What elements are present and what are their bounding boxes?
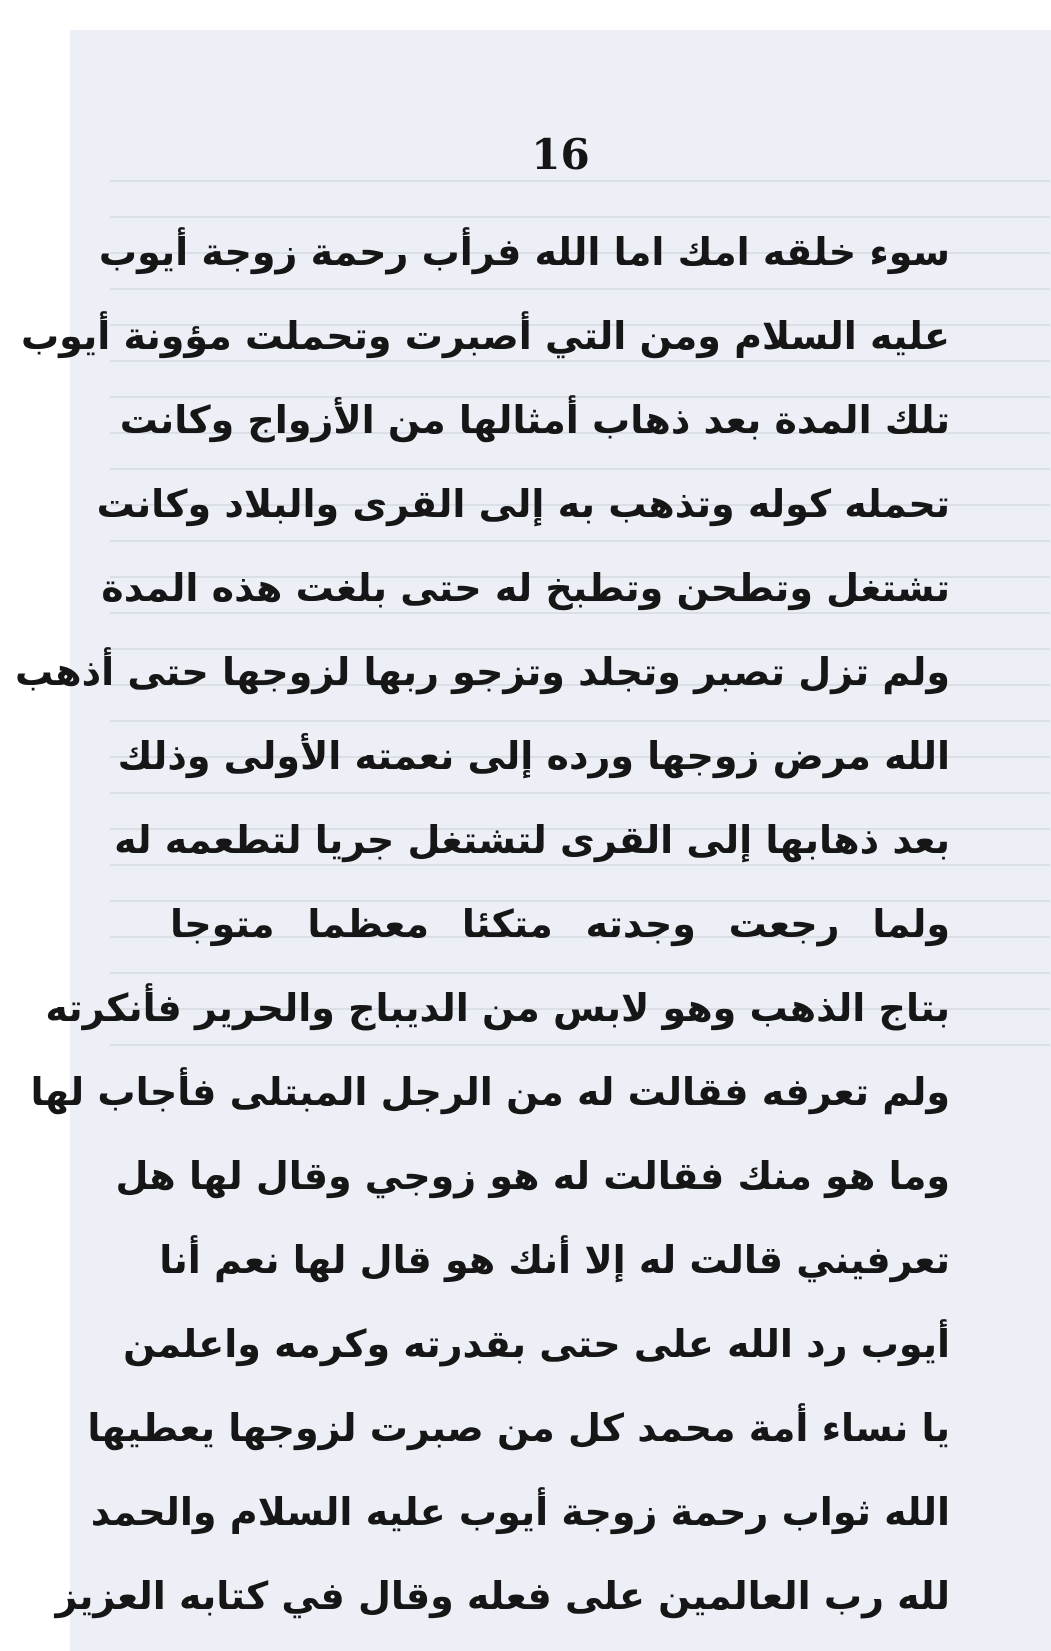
text-line: تحمله كوله وتذهب به إلى القرى والبلاد وكانت xyxy=(96,482,950,526)
manuscript-page xyxy=(15,30,1051,1651)
arabic-text-block xyxy=(15,210,950,1638)
text-line: بتاج الذهب وهو لابس من الديباج والحرير فأنكرته xyxy=(45,986,950,1030)
text-line: ولم تعرفه فقالت له من الرجل المبتلى فأجاب لها xyxy=(30,1070,950,1114)
text-line: أيوب رد الله على حتى بقدرته وكرمه واعلمن xyxy=(123,1322,950,1366)
text-line: بعد ذهابها إلى القرى لتشتغل جريا لتطعمه له xyxy=(114,818,950,862)
text-line: لله رب العالمين على فعله وقال في كتابه العزيز xyxy=(55,1574,950,1618)
text-line: عليه السلام ومن التي أصبرت وتحملت مؤونة أيوب xyxy=(20,314,950,358)
text-line: تعرفيني قالت له إلا أنك هو قال لها نعم أنا xyxy=(159,1238,950,1282)
text-line: ولم تزل تصبر وتجلد وتزجو ربها لزوجها حتى أذهب xyxy=(15,650,950,694)
page-number: 16 xyxy=(531,130,590,179)
text-line: ولما رجعت وجدته متكئا معظما متوجا xyxy=(170,902,950,946)
text-line: وما هو منك فقالت له هو زوجي وقال لها هل xyxy=(115,1154,950,1198)
text-line: سوء خلقه امك اما الله فرأب رحمة زوجة أيوب xyxy=(98,230,950,274)
text-line: تشتغل وتطحن وتطبخ له حتى بلغت هذه المدة xyxy=(101,566,950,610)
text-line: تلك المدة بعد ذهاب أمثالها من الأزواج وكانت xyxy=(119,398,950,442)
text-line: الله ثواب رحمة زوجة أيوب عليه السلام والحمد xyxy=(90,1490,950,1534)
text-line: الله مرض زوجها ورده إلى نعمته الأولى وذلك xyxy=(117,734,950,778)
text-line: يا نساء أمة محمد كل من صبرت لزوجها يعطيها xyxy=(87,1406,950,1450)
